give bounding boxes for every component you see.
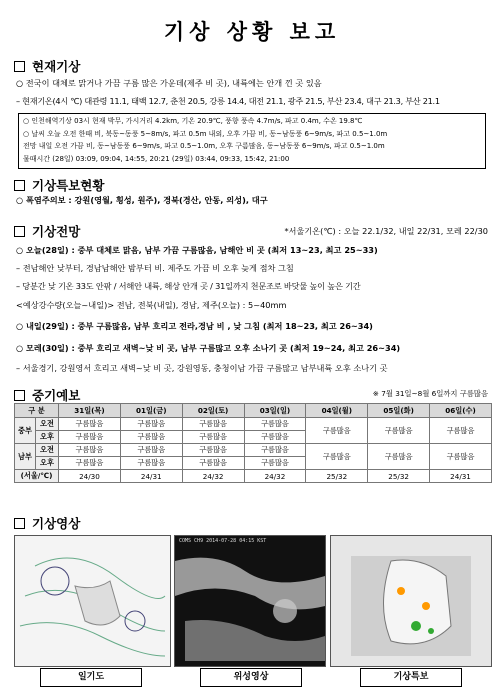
forecast-cell: 구름많음: [244, 457, 306, 470]
region-south: 남부: [15, 444, 36, 470]
header-day: 04일(월): [306, 404, 368, 418]
header-day: 05일(화): [368, 404, 430, 418]
satellite-image: [174, 535, 326, 667]
outlook-tomorrow: ○ 내일(29일) : 중부 구름많음, 남부 흐리고 전라,경남 비 , 낮 그침 (최저 18~23, 최고 26~34): [16, 321, 373, 331]
square-bullet-icon: [14, 518, 25, 529]
square-bullet-icon: [14, 390, 25, 401]
tide-times: 물때시간 (28일) 03:09, 09:04, 14:55, 20:21 (29일) 03:44, 09:33, 15:42, 21:00: [23, 155, 290, 163]
outlook-today-detail: – 당분간 낮 기온 33도 안팎 / 서해안 내륙, 해상 안개 곳 / 31일까지 천문조로 바닷물 높이 높은 기간: [16, 281, 361, 291]
forecast-cell: 구름많음: [59, 457, 121, 470]
satellite-timestamp: COMS CH9 2014-07-28 04:15 KST: [179, 538, 267, 544]
period-pm: 오후: [36, 431, 59, 444]
forecast-cell: 구름많음: [306, 418, 368, 444]
section-heading: 기상특보현황: [32, 178, 105, 193]
section-outlook: [14, 222, 80, 240]
temp-cell: 24/31: [120, 470, 182, 483]
outlook-day-after: ○ 모레(30일) : 중부 흐리고 새벽~낮 비 곳, 남부 구름많고 오후 소나기 곳 (최저 19~24, 최고 26~34): [16, 343, 401, 353]
marine-obs-row: ○ 인천해역기상 03시 현재 박무, 가시거리 4.2km, 기온 20.9℃, 풍향 풍속 4.7m/s, 파고 0.4m, 수온 19.8℃: [23, 117, 363, 125]
forecast-cell: 구름많음: [182, 444, 244, 457]
heat-advisory: ○ 폭염주의보 : 강원(영월, 횡성, 원주), 경북(경산, 안동, 의성), 대구: [16, 195, 268, 205]
temp-cell: 24/31: [430, 470, 492, 483]
forecast-cell: 구름많음: [182, 418, 244, 431]
page-title: 기상 상황 보고: [163, 20, 341, 44]
special-report-map: [330, 535, 492, 667]
period-am: 오전: [36, 418, 59, 431]
forecast-cell: 구름많음: [430, 444, 492, 470]
mid-term-forecast-table: [14, 403, 492, 483]
satellite-graphic: [175, 536, 325, 666]
temp-cell: 24/32: [182, 470, 244, 483]
forecast-cell: 구름많음: [120, 457, 182, 470]
section-weather-images: [14, 514, 80, 532]
square-bullet-icon: [14, 61, 25, 72]
forecast-cell: 구름많음: [244, 418, 306, 431]
caption-satellite: 위성영상: [200, 668, 302, 687]
period-am: 오전: [36, 444, 59, 457]
forecast-cell: 구름많음: [59, 418, 121, 431]
section-heading: 현재기상: [32, 59, 81, 74]
header-category: 구 분: [15, 404, 59, 418]
forecast-cell: 구름많음: [59, 431, 121, 444]
weather-map-graphic: [15, 536, 170, 666]
table-header-row: [15, 404, 492, 418]
header-day: 03일(일): [244, 404, 306, 418]
forecast-cell: 구름많음: [120, 431, 182, 444]
forecast-cell: 구름많음: [120, 418, 182, 431]
forecast-note: ※ 7월 31일~8월 6일까지 구름많음: [372, 389, 488, 398]
header-day: 01일(금): [120, 404, 182, 418]
marine-forecast-tomorrow: 전망 내일 오전 가끔 비, 동~남동풍 6~9m/s, 파고 0.5~1.0m, 오후 구름많음, 동~남동풍 6~9m/s, 파고 0.5~1.0m: [23, 142, 385, 150]
header-day: 06일(수): [430, 404, 492, 418]
forecast-cell: 구름많음: [306, 444, 368, 470]
square-bullet-icon: [14, 180, 25, 191]
forecast-cell: 구름많음: [368, 418, 430, 444]
outlook-today-detail: – 전남해안 낮부터, 경남남해안 밤부터 비. 제주도 가끔 비 오후 늦게 점차 그침: [16, 263, 294, 273]
forecast-cell: 구름많음: [59, 444, 121, 457]
temp-cell: 24/32: [244, 470, 306, 483]
special-report-graphic: [331, 536, 491, 666]
caption-weather-map: 일기도: [40, 668, 142, 687]
header-day: 02일(토): [182, 404, 244, 418]
temp-cell: 25/32: [306, 470, 368, 483]
temp-cell: 24/30: [59, 470, 121, 483]
header-day: 31일(목): [59, 404, 121, 418]
forecast-cell: 구름많음: [244, 431, 306, 444]
outlook-today: ○ 오늘(28일) : 중부 대체로 맑음, 남부 가끔 구름많음, 남해안 비 곳 (최저 13~23, 최고 25~33): [16, 245, 378, 255]
caption-special-report: 기상특보: [360, 668, 462, 687]
expected-rainfall: <예상강수량(오늘~내일)> 전남, 전북(내일), 경남, 제주(오늘) : 5~40mm: [16, 300, 287, 310]
section-special-reports: [14, 176, 104, 194]
forecast-cell: 구름많음: [120, 444, 182, 457]
marine-forecast-today: ○ 날씨 오늘 오전 한때 비, 북동~동풍 5~8m/s, 파고 0.5m 내외, 오후 가끔 비, 동~남동풍 6~9m/s, 파고 0.5~1.0m: [23, 130, 388, 138]
section-current-weather: [14, 57, 80, 75]
section-mid-term-forecast: [14, 386, 80, 404]
weather-map-image: [14, 535, 171, 667]
forecast-cell: 구름많음: [182, 457, 244, 470]
square-bullet-icon: [14, 226, 25, 237]
section-heading: 중기예보: [32, 388, 81, 403]
table-row-temps: [15, 470, 492, 483]
forecast-cell: 구름많음: [244, 444, 306, 457]
region-central: 중부: [15, 418, 36, 444]
table-row: [15, 418, 492, 431]
period-pm: 오후: [36, 457, 59, 470]
seoul-temp-note: *서울기온(℃) : 오늘 22.1/32, 내일 22/31, 모레 22/30: [284, 226, 488, 236]
marine-obs-box: [18, 113, 486, 169]
forecast-cell: 구름많음: [368, 444, 430, 470]
current-temps: – 현재기온(4시 ℃) 대관령 11.1, 태백 12.7, 춘천 20.5, 강릉 14.4, 대전 21.1, 광주 21.5, 부산 23.4, 대구 21.3, 부산 21.1: [16, 96, 440, 106]
current-summary: ○ 전국이 대체로 맑거나 가끔 구름 많은 가운데(제주 비 곳), 내륙에는 안개 낀 곳 있음: [16, 78, 322, 88]
temp-cell: 25/32: [368, 470, 430, 483]
section-heading: 기상영상: [32, 516, 81, 531]
temp-label: (서울/℃): [15, 470, 59, 483]
table-row: [15, 444, 492, 457]
outlook-day-after-detail: – 서울경기, 강원영서 흐리고 새벽~낮 비 곳, 강원영동, 충청이남 가끔 구름많고 남부내륙 오후 소나기 곳: [16, 363, 388, 373]
forecast-cell: 구름많음: [430, 418, 492, 444]
section-heading: 기상전망: [32, 224, 81, 239]
forecast-cell: 구름많음: [182, 431, 244, 444]
